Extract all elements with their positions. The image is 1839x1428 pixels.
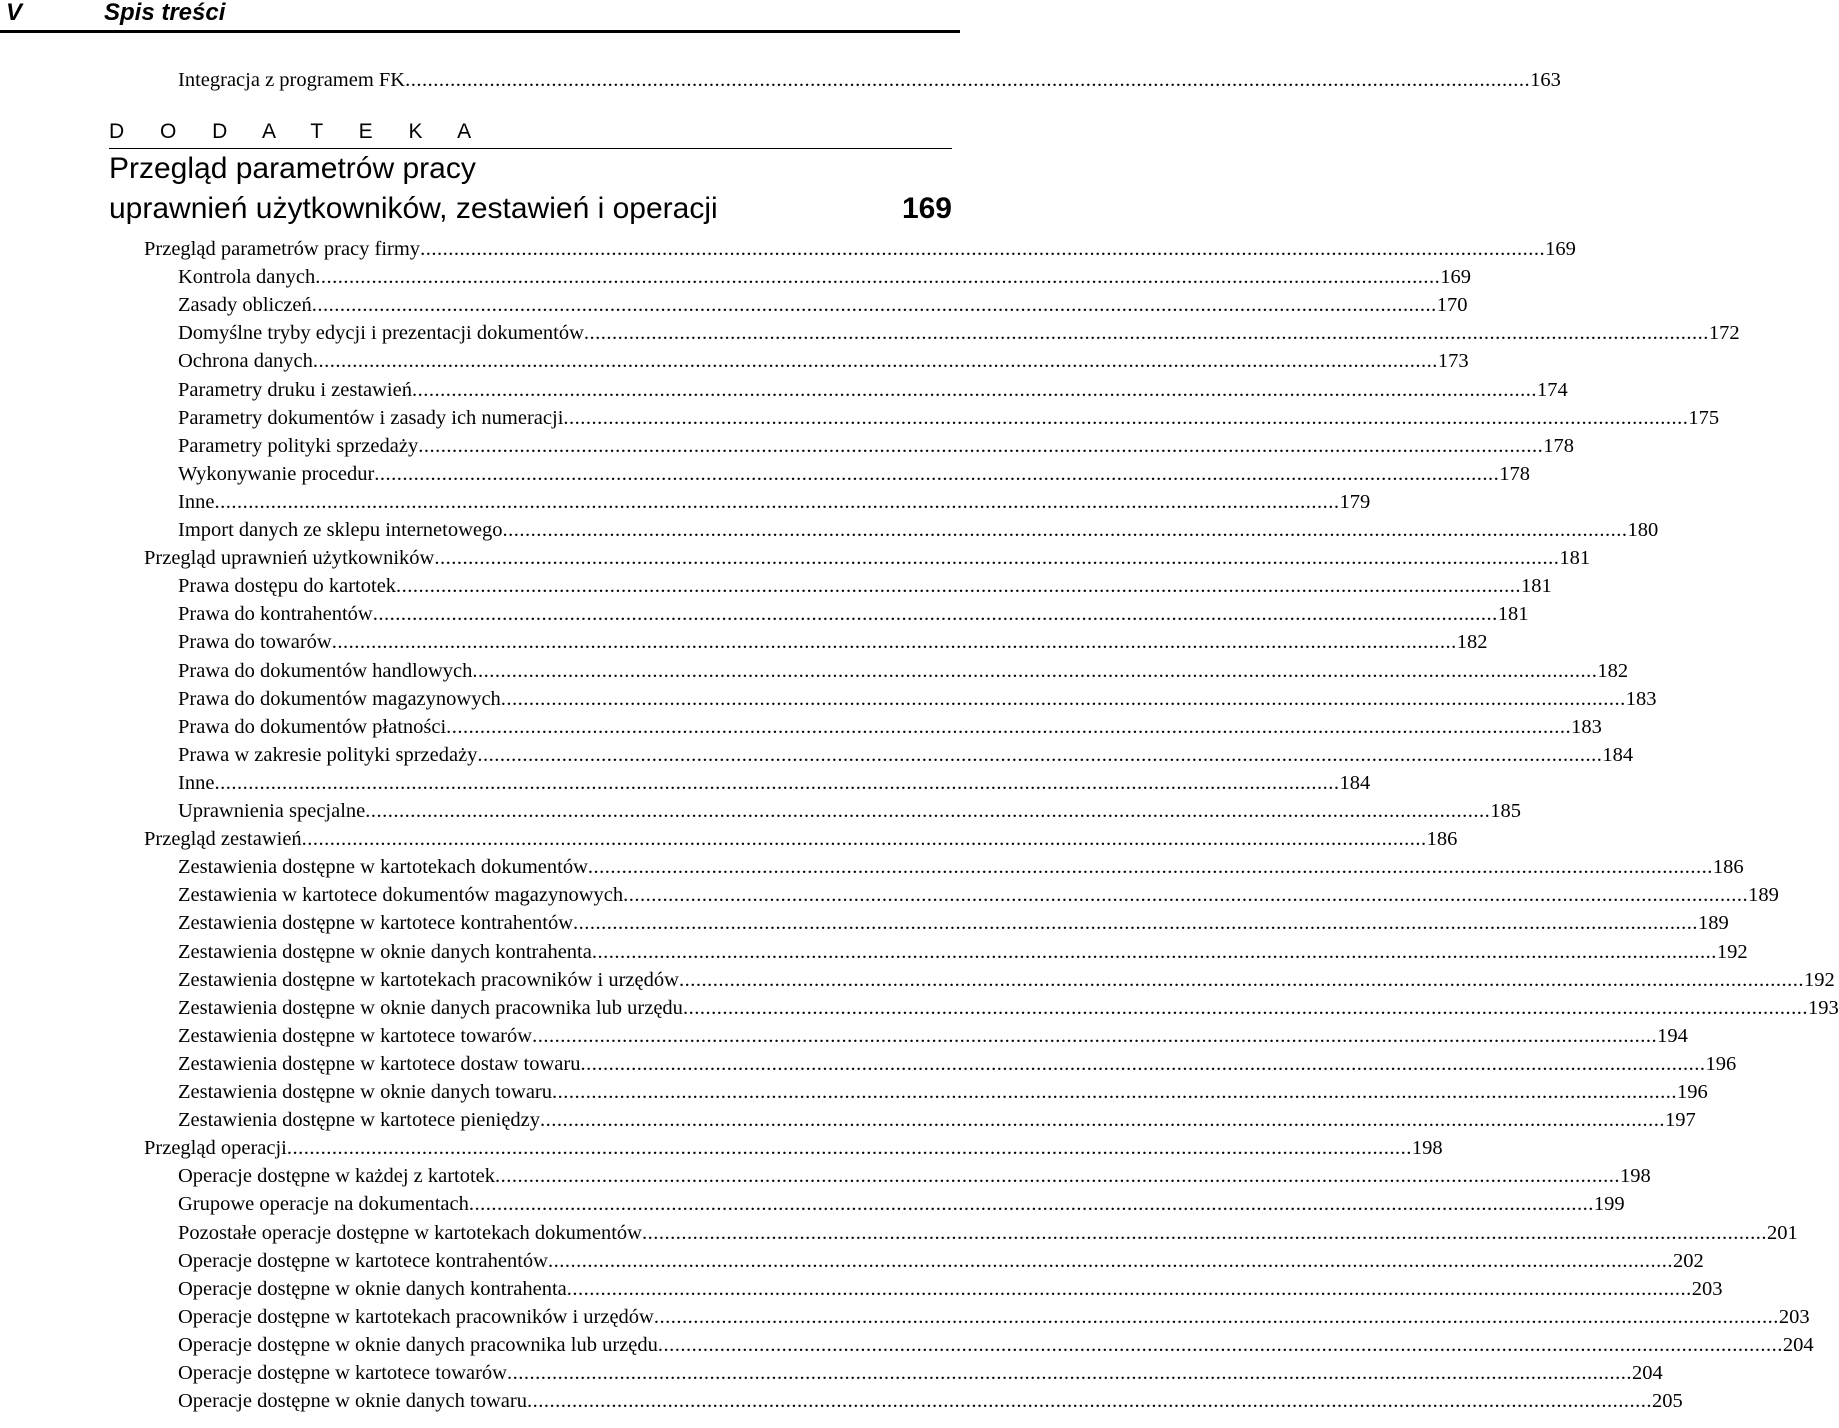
toc-entry-title: Operacje dostępne w kartotece towarów <box>178 1362 507 1384</box>
toc-entry-title: Prawa do towarów <box>178 631 332 654</box>
leader-dots: ........................................................................................................................................................................................................ <box>411 378 1537 401</box>
toc-entry[interactable] <box>144 1134 1443 1162</box>
leader-dots: ........................................................................................................................................................................................................ <box>653 1305 1779 1328</box>
toc-entry[interactable] <box>178 432 1574 460</box>
appendix-label: D O D A T E K A <box>109 120 487 143</box>
toc-entry[interactable] <box>178 1275 1723 1303</box>
toc-entry-title: Prawa do dokumentów magazynowych <box>178 687 501 710</box>
toc-entry-page: 204 <box>1632 1362 1663 1384</box>
toc-entry-page: 192 <box>1803 968 1835 991</box>
leader-dots: ........................................................................................................................................................................................................ <box>405 69 1531 91</box>
toc-entry-title: Przegląd zestawień <box>144 828 302 851</box>
toc-entry-page: 203 <box>1691 1277 1723 1300</box>
toc-entry-title: Operacje dostępne w kartotece kontrahentów <box>178 1249 548 1272</box>
toc-entry[interactable] <box>178 1190 1625 1218</box>
leader-dots: ........................................................................................................................................................................................................ <box>573 912 1699 935</box>
leader-dots: ........................................................................................................................................................................................................ <box>678 968 1804 991</box>
leader-dots: ........................................................................................................................................................................................................ <box>682 996 1808 1019</box>
toc-entry[interactable] <box>178 1387 1683 1415</box>
toc-entry[interactable] <box>144 825 1458 853</box>
leader-dots: ........................................................................................................................................................................................................ <box>563 406 1689 429</box>
toc-entry-page: 201 <box>1766 1221 1798 1244</box>
leader-dots: ........................................................................................................................................................................................................ <box>214 490 1340 513</box>
toc-entry-title: Zestawienia dostępne w kartotece kontrahentów <box>178 912 574 935</box>
toc-entry-page: 181 <box>1521 575 1552 598</box>
toc-entry-title: Operacje dostępne w kartotekach pracowników i urzędów <box>178 1305 654 1328</box>
leader-dots: ........................................................................................................................................................................................................ <box>446 715 1572 738</box>
toc-entry-page: 180 <box>1627 519 1659 541</box>
toc-entry-page: 189 <box>1748 884 1779 907</box>
leader-dots: ........................................................................................................................................................................................................ <box>500 687 1626 710</box>
toc-entry[interactable] <box>178 741 1634 769</box>
appendix-title-line2: uprawnień użytkowników, zestawień i operacji <box>109 192 718 225</box>
toc-entry[interactable] <box>178 1078 1708 1106</box>
toc-entry[interactable] <box>178 994 1839 1022</box>
toc-entry-title: Zestawienia dostępne w oknie danych towaru <box>178 1081 553 1103</box>
toc-entry-page: 192 <box>1716 940 1748 963</box>
toc-entry-page: 183 <box>1571 715 1602 738</box>
toc-entry[interactable] <box>178 938 1748 966</box>
toc-entry-title: Zestawienia dostępne w kartotece dostaw towaru <box>178 1052 581 1075</box>
toc-entry-title: Zestawienia w kartotece dokumentów magazynowych <box>178 884 624 907</box>
toc-entry-page: 194 <box>1657 1024 1688 1047</box>
toc-entry[interactable] <box>178 1106 1696 1134</box>
toc-entry-title: Prawa do dokumentów handlowych <box>178 659 473 682</box>
toc-entry-page: 182 <box>1456 631 1488 654</box>
toc-entry-title: Grupowe operacje na dokumentach <box>178 1193 469 1216</box>
toc-entry-page: 183 <box>1625 687 1657 710</box>
toc-entry-title: Prawa do kontrahentów <box>178 603 373 626</box>
toc-entry-page: 175 <box>1688 406 1720 429</box>
toc-entry-page: 199 <box>1593 1193 1625 1216</box>
toc-entry-page: 182 <box>1597 659 1629 682</box>
leader-dots: ........................................................................................................................................................................................................ <box>641 1221 1767 1244</box>
leader-dots: ........................................................................................................................................................................................................ <box>311 294 1437 317</box>
toc-entry[interactable] <box>144 235 1576 263</box>
leader-dots: ........................................................................................................................................................................................................ <box>657 1333 1783 1356</box>
toc-entry-page: 178 <box>1543 434 1574 457</box>
toc-entry[interactable] <box>144 544 1591 572</box>
toc-entry-page: 181 <box>1559 547 1591 570</box>
toc-entry-title: Zestawienia dostępne w kartotece towarów <box>178 1024 533 1047</box>
toc-entry-title: Parametry dokumentów i zasady ich numeracji <box>178 406 564 429</box>
toc-entry-title: Pozostałe operacje dostępne w kartotekach dokumentów <box>178 1221 642 1244</box>
toc-entry[interactable] <box>178 713 1602 741</box>
toc-entry[interactable] <box>178 1022 1688 1050</box>
toc-entry-title: Wykonywanie procedur <box>178 462 375 485</box>
leader-dots: ........................................................................................................................................................................................................ <box>374 462 1500 485</box>
leader-dots: ........................................................................................................................................................................................................ <box>532 1024 1658 1047</box>
toc-entry[interactable] <box>178 263 1471 291</box>
toc-entry-page: 185 <box>1490 800 1522 822</box>
leader-dots: ........................................................................................................................................................................................................ <box>477 743 1603 766</box>
toc-entry[interactable] <box>178 347 1469 375</box>
toc-entry-page: 169 <box>1545 238 1576 260</box>
leader-dots: ........................................................................................................................................................................................................ <box>331 631 1457 654</box>
toc-entry[interactable] <box>178 66 1561 94</box>
leader-dots: ........................................................................................................................................................................................................ <box>286 1137 1412 1160</box>
toc-entry[interactable] <box>178 1359 1663 1387</box>
toc-entry-page: 198 <box>1620 1165 1651 1188</box>
toc-entry-page: 186 <box>1426 828 1458 851</box>
toc-entry-page: 184 <box>1339 771 1371 794</box>
toc-entry[interactable] <box>178 1303 1810 1331</box>
leader-dots: ........................................................................................................................................................................................................ <box>214 771 1340 794</box>
toc-entry[interactable] <box>178 488 1371 516</box>
toc-entry[interactable] <box>178 685 1657 713</box>
toc-entry-title: Prawa do dokumentów płatności <box>178 715 447 738</box>
toc-entry[interactable] <box>178 1219 1798 1247</box>
leader-dots: ........................................................................................................................................................................................................ <box>526 1390 1652 1413</box>
leader-dots: ........................................................................................................................................................................................................ <box>566 1277 1692 1300</box>
toc-entry-page: 197 <box>1665 1109 1696 1132</box>
toc-entry[interactable] <box>178 797 1522 825</box>
header-title: Spis treści <box>104 0 226 26</box>
toc-entry-page: 170 <box>1436 294 1468 317</box>
toc-entry-page: 196 <box>1705 1052 1737 1075</box>
toc-entry-page: 172 <box>1708 322 1740 345</box>
toc-entry-title: Domyślne tryby edycji i prezentacji dokumentów <box>178 322 584 345</box>
toc-entry[interactable] <box>178 291 1468 319</box>
leader-dots: ........................................................................................................................................................................................................ <box>312 350 1438 373</box>
toc-entry-title: Import danych ze sklepu internetowego <box>178 519 503 541</box>
toc-entry[interactable] <box>178 516 1659 544</box>
leader-dots: ........................................................................................................................................................................................................ <box>495 1165 1621 1188</box>
toc-entry-title: Przegląd operacji <box>144 1137 287 1160</box>
leader-dots: ........................................................................................................................................................................................................ <box>472 659 1598 682</box>
leader-dots: ........................................................................................................................................................................................................ <box>372 603 1498 626</box>
toc-entry-page: 205 <box>1651 1390 1683 1413</box>
toc-entry[interactable] <box>178 460 1531 488</box>
toc-entry-title: Parametry polityki sprzedaży <box>178 434 419 457</box>
toc-entry[interactable] <box>178 1331 1814 1359</box>
appendix-page: 169 <box>901 192 952 225</box>
leader-dots: ........................................................................................................................................................................................................ <box>547 1249 1673 1272</box>
leader-dots: ........................................................................................................................................................................................................ <box>420 238 1546 260</box>
toc-entry-page: 204 <box>1782 1333 1814 1356</box>
leader-dots: ........................................................................................................................................................................................................ <box>540 1109 1666 1132</box>
toc-entry[interactable] <box>178 909 1729 937</box>
leader-dots: ........................................................................................................................................................................................................ <box>583 322 1709 345</box>
leader-dots: ........................................................................................................................................................................................................ <box>587 856 1713 879</box>
toc-entry-page: 196 <box>1677 1081 1708 1103</box>
toc-entry[interactable] <box>178 1050 1737 1078</box>
toc-entry-page: 169 <box>1440 266 1471 289</box>
leader-dots: ........................................................................................................................................................................................................ <box>396 575 1522 598</box>
toc-entry-page: 163 <box>1530 69 1561 91</box>
toc-entry-title: Przegląd parametrów pracy firmy <box>144 238 421 260</box>
toc-entry-page: 179 <box>1339 490 1371 513</box>
toc-entry[interactable] <box>178 657 1629 685</box>
toc-entry-page: 174 <box>1536 378 1568 401</box>
toc-entry-title: Zasady obliczeń <box>178 294 312 317</box>
toc-entry[interactable] <box>178 404 1720 432</box>
toc-entry-page: 178 <box>1499 462 1531 485</box>
toc-entry[interactable] <box>178 881 1779 909</box>
toc-entry-title: Operacje dostępne w oknie danych kontrahenta <box>178 1277 567 1300</box>
leader-dots: ........................................................................................................................................................................................................ <box>591 940 1717 963</box>
toc-entry[interactable] <box>178 966 1835 994</box>
toc-entry-title: Parametry druku i zestawień <box>178 378 412 401</box>
toc-entry[interactable] <box>178 1162 1651 1190</box>
leader-dots: ........................................................................................................................................................................................................ <box>502 519 1628 541</box>
toc-entry-title: Przegląd uprawnień użytkowników <box>144 547 435 570</box>
toc-entry[interactable] <box>178 853 1744 881</box>
toc-entry-title: Uprawnienia specjalne <box>178 800 366 822</box>
toc-entry-page: 173 <box>1437 350 1469 373</box>
toc-entry-page: 186 <box>1712 856 1744 879</box>
toc-entry-page: 198 <box>1411 1137 1443 1160</box>
page-header <box>0 0 960 33</box>
toc-entry-page: 193 <box>1807 996 1839 1019</box>
toc-entry-title: Inne <box>178 490 215 513</box>
leader-dots: ........................................................................................................................................................................................................ <box>468 1193 1594 1216</box>
toc-entry[interactable] <box>178 1247 1704 1275</box>
toc-entry-title: Prawa dostępu do kartotek <box>178 575 397 598</box>
toc-entry-title: Integracja z programem FK <box>178 69 406 91</box>
leader-dots: ........................................................................................................................................................................................................ <box>418 434 1544 457</box>
toc-entry[interactable] <box>178 572 1552 600</box>
toc-entry-title: Ochrona danych <box>178 350 313 373</box>
toc-entry-title: Operacje dostępne w oknie danych towaru <box>178 1390 527 1413</box>
toc-entry-title: Zestawienia dostępne w kartotekach pracowników i urzędów <box>178 968 679 991</box>
toc-entry-title: Prawa w zakresie polityki sprzedaży <box>178 743 478 766</box>
appendix-title-line1: Przegląd parametrów pracy <box>109 152 476 185</box>
toc-entry-page: 189 <box>1698 912 1729 935</box>
toc-entry-title: Operacje dostępne w każdej z kartotek <box>178 1165 496 1188</box>
leader-dots: ........................................................................................................................................................................................................ <box>580 1052 1706 1075</box>
leader-dots: ........................................................................................................................................................................................................ <box>552 1081 1678 1103</box>
leader-dots: ........................................................................................................................................................................................................ <box>301 828 1427 851</box>
leader-dots: ........................................................................................................................................................................................................ <box>623 884 1749 907</box>
chapter-number: V <box>6 0 23 26</box>
toc-entry-title: Kontrola danych <box>178 266 316 289</box>
toc-entry-page: 202 <box>1672 1249 1704 1272</box>
toc-entry-page: 181 <box>1497 603 1529 626</box>
toc-entry[interactable] <box>178 628 1488 656</box>
toc-entry-title: Inne <box>178 771 215 794</box>
toc-entry-page: 203 <box>1778 1305 1810 1328</box>
toc-entry[interactable] <box>178 769 1371 797</box>
toc-entry-title: Zestawienia dostępne w kartotece pieniędzy <box>178 1109 541 1132</box>
toc-entry-title: Zestawienia dostępne w oknie danych kontrahenta <box>178 940 592 963</box>
leader-dots: ........................................................................................................................................................................................................ <box>315 266 1441 289</box>
toc-entry[interactable] <box>178 319 1740 347</box>
toc-entry-title: Zestawienia dostępne w oknie danych pracownika lub urzędu <box>178 996 683 1019</box>
leader-dots: ........................................................................................................................................................................................................ <box>365 800 1491 822</box>
toc-entry-title: Operacje dostępne w oknie danych pracownika lub urzędu <box>178 1333 658 1356</box>
toc-entry[interactable] <box>178 600 1529 628</box>
toc-entry-title: Zestawienia dostępne w kartotekach dokumentów <box>178 856 588 879</box>
toc-entry-page: 184 <box>1602 743 1634 766</box>
toc-entry[interactable] <box>178 376 1568 404</box>
leader-dots: ........................................................................................................................................................................................................ <box>507 1362 1632 1384</box>
leader-dots: ........................................................................................................................................................................................................ <box>434 547 1560 570</box>
